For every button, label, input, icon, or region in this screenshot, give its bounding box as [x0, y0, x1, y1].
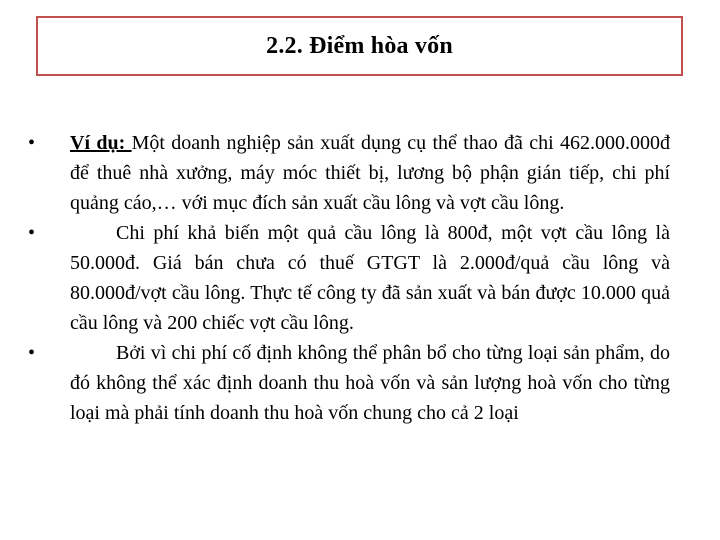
- bullet-item-variable-cost: [0, 218, 720, 338]
- page-title: 2.2. Điểm hòa vốn: [266, 32, 453, 59]
- example-label: Ví dụ:: [70, 132, 132, 154]
- bullet-text-1: Một doanh nghiệp sản xuất dụng cụ thể thao đã chi 462.000.000đ để thuê nhà xưởng, máy móc thiết bị, lương bộ phận gián tiếp, chi phí quảng cáo,… với mục đích sản xuất cầu lông và vợt cầu lông.: [70, 132, 670, 214]
- bullet-icon: •: [28, 222, 36, 244]
- bullet-item-example: [0, 128, 720, 218]
- bullet-paragraph: [70, 218, 670, 338]
- bullet-icon: •: [28, 132, 36, 154]
- bullet-paragraph: [70, 128, 670, 218]
- content-body: [0, 128, 720, 428]
- title-box: [36, 16, 683, 76]
- bullet-item-fixed-cost: [0, 338, 720, 428]
- bullet-paragraph: [70, 338, 670, 428]
- bullet-icon: •: [28, 342, 36, 364]
- bullet-text-2: Chi phí khả biến một quả cầu lông là 800đ, một vợt cầu lông là 50.000đ. Giá bán chưa có thuế GTGT là 2.000đ/quả cầu lông và 80.000đ/vợt cầu lông. Thực tế công ty đã sản xuất và bán được 10.000 quả cầu lông và 200 chiếc vợt cầu lông.: [70, 222, 670, 334]
- bullet-text-3: Bởi vì chi phí cố định không thể phân bổ cho từng loại sản phẩm, do đó không thể xác định doanh thu hoà vốn và sản lượng hoà vốn cho từng loại mà phải tính doanh thu hoà vốn chung cho cả 2 loại: [70, 342, 670, 424]
